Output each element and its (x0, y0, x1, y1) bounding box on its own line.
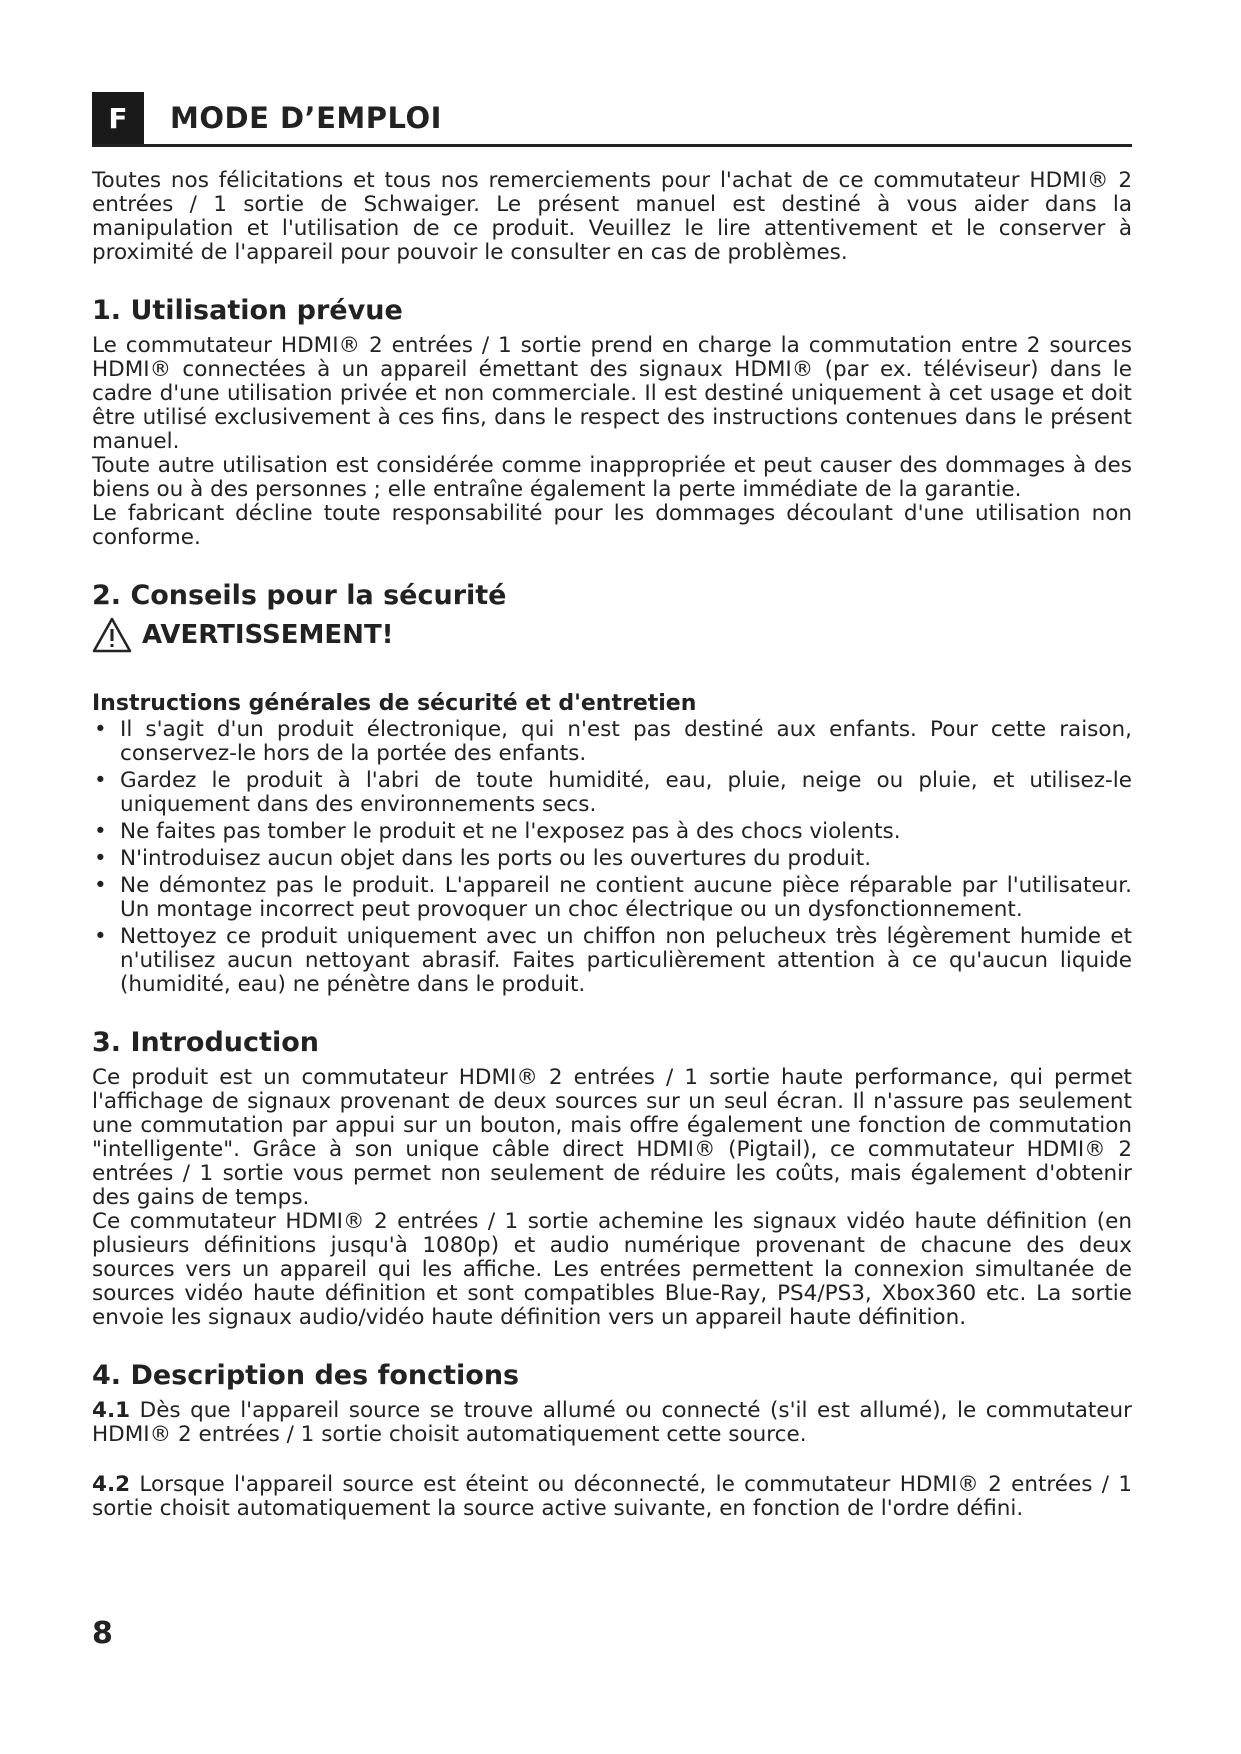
safety-list (92, 718, 1132, 997)
function-item-1 (92, 1399, 1132, 1447)
function-item-2 (92, 1473, 1132, 1521)
page-title: MODE D’EMPLOI (170, 101, 442, 135)
function-item-1-text: Dès que l'appareil source se trouve allumé ou connecté (s'il est allumé), le commutateur HDMI® 2 entrées / 1 sortie choisit automatiquement cette source. (92, 1398, 1132, 1447)
section-1-paragraph-3: Le fabricant décline toute responsabilité pour les dommages découlant d'une utilisation non conforme. (92, 501, 1132, 550)
section-3-title: 3. Introduction (92, 1027, 319, 1058)
function-item-2-text: Lorsque l'appareil source est éteint ou déconnecté, le commutateur HDMI® 2 entrées / 1 sortie choisit automatiquement la source active suivante, en fonction de l'ordre défini. (92, 1472, 1132, 1521)
warning-heading (92, 617, 1132, 653)
list-item: • N'introduisez aucun objet dans les ports ou les ouvertures du produit. (120, 847, 1132, 871)
list-item: • Il s'agit d'un produit électronique, qui n'est pas destiné aux enfants. Pour cette raison, conservez-le hors de la portée des enfants. (120, 718, 1132, 766)
list-item: • Ne faites pas tomber le produit et ne l'exposez pas à des chocs violents. (120, 820, 1132, 844)
safety-subtitle: Instructions générales de sécurité et d'entretien (92, 691, 697, 716)
warning-triangle-icon (92, 617, 132, 653)
warning-label: AVERTISSEMENT! (142, 620, 394, 650)
intro-paragraph: Toutes nos félicitations et tous nos remerciements pour l'achat de ce commutateur HDMI® 2 entrées / 1 sortie de Schwaiger. Le présent manuel est destiné à vous aider dans la manipulation et l'utilisation de ce produit. Veuillez le lire attentivement et le conserver à proximité de l'appareil pour pouvoir le consulter en cas de problèmes. (92, 168, 1132, 265)
list-item: • Gardez le produit à l'abri de toute humidité, eau, pluie, neige ou pluie, et utilisez-le uniquement dans des environnements secs. (120, 769, 1132, 817)
section-2-title: 2. Conseils pour la sécurité (92, 580, 507, 611)
section-4-title: 4. Description des fonctions (92, 1360, 520, 1391)
language-badge: F (92, 92, 144, 144)
section-1-paragraph-1: Le commutateur HDMI® 2 entrées / 1 sortie prend en charge la commutation entre 2 sources HDMI® connectées à un appareil émettant des signaux HDMI® (par ex. téléviseur) dans le cadre d'une utilisation privée et non commerciale. Il est destiné uniquement à cet usage et doit être utilisé exclusivement à ces fins, dans le respect des instructions contenues dans le présent manuel. (92, 333, 1132, 454)
function-item-2-number: 4.2 (92, 1472, 131, 1497)
list-item: • Nettoyez ce produit uniquement avec un chiffon non pelucheux très légèrement humide et n'utilisez aucun nettoyant abrasif. Faites particulièrement attention à ce qu'aucun liquide (humidité, eau) ne pénètre dans le produit. (120, 925, 1132, 997)
page-header (92, 92, 1132, 147)
section-3-paragraph-1: Ce produit est un commutateur HDMI® 2 entrées / 1 sortie haute performance, qui permet l'affichage de signaux provenant de deux sources sur un seul écran. Il n'assure pas seulement une commutation par appui sur un bouton, mais offre également une fonction de commutation "intelligente". Grâce à son unique câble direct HDMI® (Pigtail), ce commutateur HDMI® 2 entrées / 1 sortie vous permet non seulement de réduire les coûts, mais également d'obtenir des gains de temps. (92, 1065, 1132, 1210)
manual-page (92, 92, 1132, 1521)
section-1-paragraph-2: Toute autre utilisation est considérée comme inappropriée et peut causer des dommages à des biens ou à des personnes ; elle entraîne également la perte immédiate de la garantie. (92, 453, 1132, 502)
function-item-1-number: 4.1 (92, 1398, 131, 1423)
section-1-title: 1. Utilisation prévue (92, 295, 403, 326)
page-number: 8 (92, 1616, 113, 1651)
list-item: • Ne démontez pas le produit. L'appareil ne contient aucune pièce réparable par l'utilisateur. Un montage incorrect peut provoquer un choc électrique ou un dysfonctionnement. (120, 874, 1132, 922)
section-3-paragraph-2: Ce commutateur HDMI® 2 entrées / 1 sortie achemine les signaux vidéo haute définition (en plusieurs définitions jusqu'à 1080p) et audio numérique provenant de chacune des deux sources vers un appareil qui les affiche. Les entrées permettent la connexion simultanée de sources vidéo haute définition et sont compatibles Blue-Ray, PS4/PS3, Xbox360 etc. La sortie envoie les signaux audio/vidéo haute définition vers un appareil haute définition. (92, 1209, 1132, 1330)
